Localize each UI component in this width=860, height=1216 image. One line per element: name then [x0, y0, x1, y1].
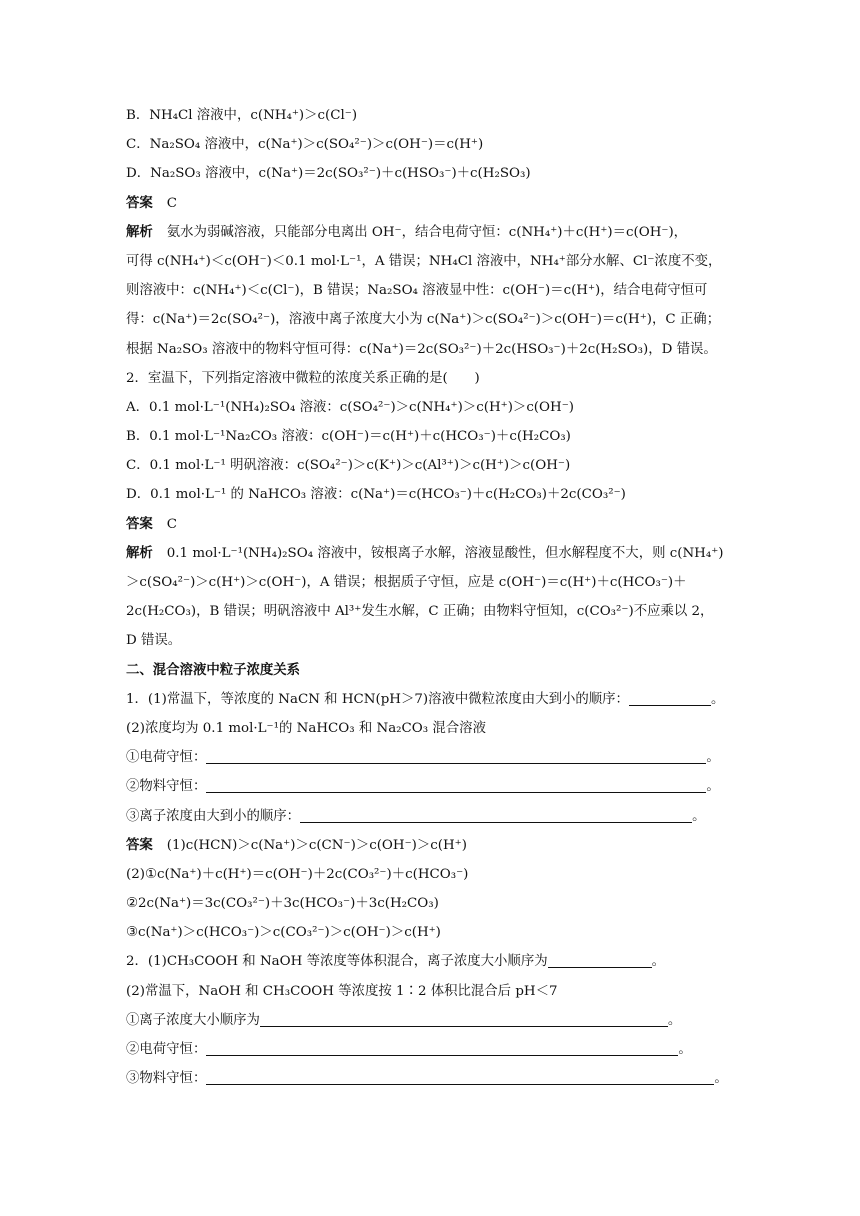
- analysis-text: 氨水为弱碱溶液，只能部分电离出 OH⁻，结合电荷守恒：c(NH₄⁺)＋c(H⁺)＝c(OH⁻)，: [166, 224, 688, 240]
- q1-analysis-line: 可得 c(NH₄⁺)＜c(OH⁻)＜0.1 mol·L⁻¹，A 错误；NH₄Cl 溶液中，NH₄⁺部分水解、Cl⁻浓度不变，: [126, 253, 722, 269]
- q2-analysis-line: [126, 539, 738, 568]
- answer-blank[interactable]: [629, 688, 711, 706]
- s2-q1-line2: (2)浓度均为 0.1 mol·L⁻¹的 NaHCO₃ 和 Na₂CO₃ 混合溶液: [126, 720, 486, 736]
- period: 。: [706, 750, 720, 766]
- q1-analysis-line: 根据 Na₂SO₃ 溶液中的物料守恒可得：c(Na⁺)＝2c(SO₃²⁻)＋2c(HSO₃⁻)＋2c(H₂SO₃)，D 错误。: [126, 341, 717, 357]
- analysis-text: 0.1 mol·L⁻¹(NH₄)₂SO₄ 溶液中，铵根离子水解，溶液显酸性，但水解程度不大，则 c(NH₄⁺): [166, 545, 724, 561]
- q1-option-b: B．NH₄Cl 溶液中，c(NH₄⁺)＞c(Cl⁻): [126, 108, 358, 123]
- q2-option-a: A．0.1 mol·L⁻¹(NH₄)₂SO₄ 溶液：c(SO₄²⁻)＞c(NH₄⁺)＞c(H⁺)＞c(OH⁻): [126, 399, 574, 415]
- answer-label: 答案: [126, 516, 153, 532]
- answer-value: C: [166, 516, 178, 532]
- period: 。: [667, 1012, 682, 1028]
- q2-analysis-line: 2c(H₂CO₃)，B 错误；明矾溶液中 Al³⁺发生水解，C 正确；由物料守恒知，c(CO₃²⁻)不应乘以 2，: [126, 604, 714, 620]
- sub-label: ②电荷守恒：: [126, 1042, 207, 1057]
- answer-label: 答案: [126, 837, 153, 853]
- q1-analysis-line: 则溶液中：c(NH₄⁺)＜c(Cl⁻)，B 错误；Na₂SO₄ 溶液显中性：c(OH⁻)＝c(H⁺)，结合电荷守恒可: [126, 283, 708, 299]
- question-text: 2．(1)CH₃COOH 和 NaOH 等浓度等体积混合，离子浓度大小顺序为: [126, 954, 548, 970]
- s2-q1-line1: [126, 685, 738, 714]
- period: 。: [706, 779, 720, 795]
- q1-analysis-line: [126, 218, 738, 247]
- answer-blank[interactable]: [206, 1067, 714, 1085]
- s2-q2-sub: [126, 1064, 738, 1093]
- q2-option-d: D．0.1 mol·L⁻¹ 的 NaHCO₃ 溶液：c(Na⁺)＝c(HCO₃⁻)＋c(H₂CO₃)＋2c(CO₃²⁻): [126, 487, 626, 503]
- s2-q1-sub: [126, 743, 738, 772]
- sub-label: ②物料守恒：: [126, 779, 207, 795]
- sub-label: ①电荷守恒：: [126, 750, 207, 766]
- q2-stem: 2．室温下，下列指定溶液中微粒的浓度关系正确的是( ): [126, 370, 480, 386]
- q1-analysis-line: 得：c(Na⁺)＝2c(SO₄²⁻)，溶液中离子浓度大小为 c(Na⁺)＞c(SO₄²⁻)＞c(OH⁻)＝c(H⁺)，C 正确；: [126, 312, 721, 328]
- answer-blank[interactable]: [260, 1009, 668, 1027]
- period: 。: [714, 1071, 728, 1087]
- answer-blank[interactable]: [300, 805, 692, 823]
- answer-blank[interactable]: [548, 950, 652, 968]
- s2-q2-sub: [126, 1006, 738, 1035]
- s2-answer-line: [126, 831, 738, 860]
- s2-answer-line: ③c(Na⁺)＞c(HCO₃⁻)＞c(CO₃²⁻)＞c(OH⁻)＞c(H⁺): [126, 925, 441, 941]
- q1-answer: [126, 189, 738, 218]
- sub-label: ③离子浓度由大到小的顺序：: [126, 808, 301, 824]
- period: 。: [678, 1042, 692, 1057]
- analysis-label: 解析: [126, 545, 153, 561]
- q1-option-d: D．Na₂SO₃ 溶液中，c(Na⁺)＝2c(SO₃²⁻)＋c(HSO₃⁻)＋c(H₂SO₃): [126, 166, 531, 182]
- q2-analysis-line: ＞c(SO₄²⁻)＞c(H⁺)＞c(OH⁻)，A 错误；根据质子守恒，应是 c(OH⁻)＝c(H⁺)＋c(HCO₃⁻)＋: [126, 575, 687, 590]
- s2-q1-sub: [126, 772, 738, 801]
- s2-answer-line: (2)①c(Na⁺)＋c(H⁺)＝c(OH⁻)＋2c(CO₃²⁻)＋c(HCO₃⁻): [126, 866, 469, 882]
- q2-analysis-line: D 错误。: [126, 633, 182, 649]
- analysis-label: 解析: [126, 224, 153, 240]
- sub-label: ①离子浓度大小顺序为: [126, 1012, 260, 1028]
- period: 。: [692, 808, 706, 824]
- s2-answer-line: ②2c(Na⁺)＝3c(CO₃²⁻)＋3c(HCO₃⁻)＋3c(H₂CO₃): [126, 896, 439, 912]
- s2-q2-line1: [126, 947, 738, 976]
- q2-answer: [126, 510, 738, 539]
- s2-q2-sub: [126, 1035, 738, 1064]
- question-text: 1．(1)常温下，等浓度的 NaCN 和 HCN(pH＞7)溶液中微粒浓度由大到小的顺序：: [126, 691, 629, 707]
- answer-blank[interactable]: [206, 775, 706, 793]
- sub-label: ③物料守恒：: [126, 1071, 207, 1087]
- q2-option-c: C．0.1 mol·L⁻¹ 明矾溶液：c(SO₄²⁻)＞c(K⁺)＞c(Al³⁺)＞c(H⁺)＞c(OH⁻): [126, 458, 571, 474]
- q1-option-c: C．Na₂SO₄ 溶液中，c(Na⁺)＞c(SO₄²⁻)＞c(OH⁻)＝c(H⁺): [126, 137, 484, 153]
- period: 。: [710, 691, 725, 707]
- q2-option-b: B．0.1 mol·L⁻¹Na₂CO₃ 溶液：c(OH⁻)＝c(H⁺)＋c(HCO₃⁻)＋c(H₂CO₃): [126, 429, 571, 445]
- answer-text: (1)c(HCN)＞c(Na⁺)＞c(CN⁻)＞c(OH⁻)＞c(H⁺): [166, 837, 467, 853]
- answer-value: C: [166, 195, 178, 211]
- period: 。: [651, 954, 665, 970]
- answer-blank[interactable]: [206, 746, 706, 764]
- s2-q2-line2: (2)常温下，NaOH 和 CH₃COOH 等浓度按 1∶2 体积比混合后 pH＜7: [126, 983, 558, 999]
- document-body: [126, 101, 738, 1093]
- answer-blank[interactable]: [206, 1038, 678, 1056]
- s2-q1-sub: [126, 802, 738, 831]
- answer-label: 答案: [126, 195, 153, 211]
- section-heading: 二、混合溶液中粒子浓度关系: [126, 662, 301, 678]
